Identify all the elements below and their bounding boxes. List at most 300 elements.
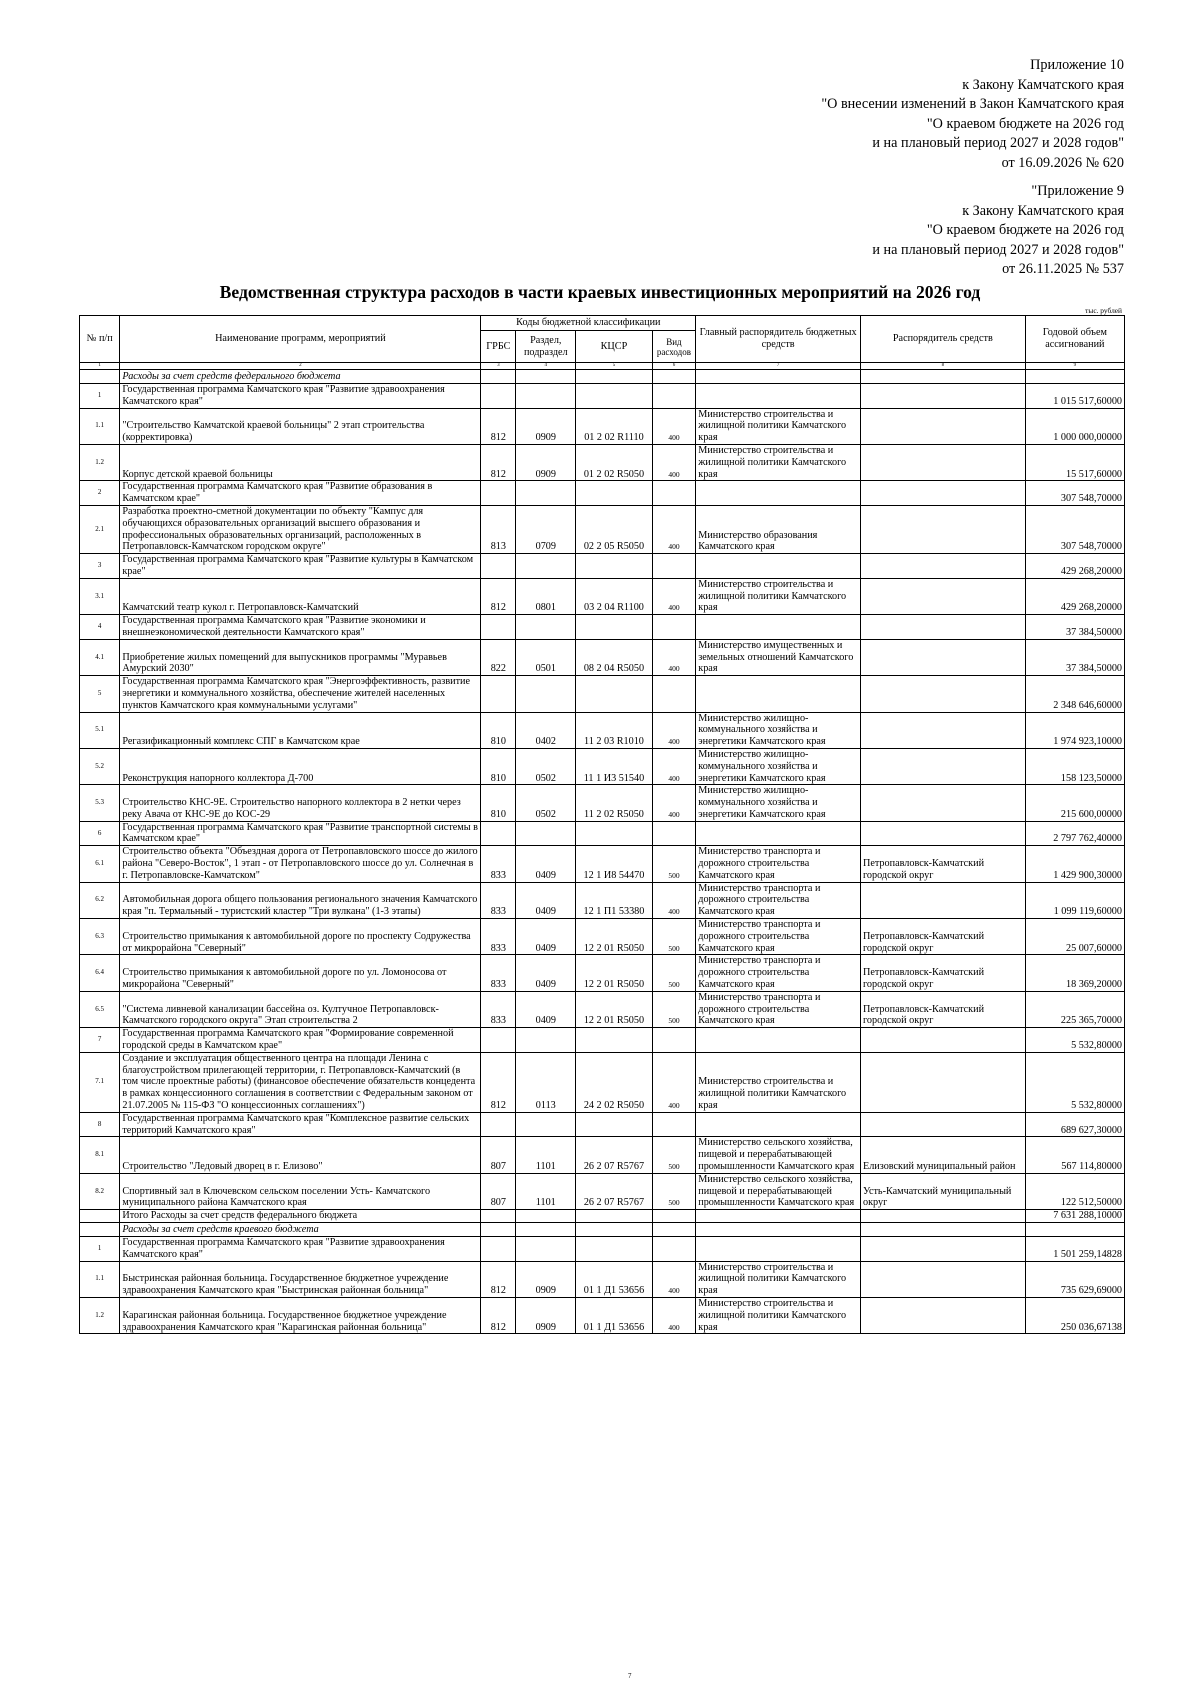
header-line: и на плановый период 2027 и 2028 годов"	[872, 135, 1124, 152]
cell-empty	[516, 821, 576, 846]
col-number: 4	[516, 363, 576, 370]
row-number: 1.2	[80, 444, 120, 480]
row-number: 3.1	[80, 578, 120, 614]
row-number: 6.1	[80, 846, 120, 882]
cell-empty	[696, 821, 861, 846]
header-line: "О краевом бюджете на 2026 год	[926, 115, 1124, 132]
grbs-code: 812	[481, 1297, 516, 1333]
razdel-code: 1101	[516, 1137, 576, 1173]
prog-row	[80, 384, 1125, 409]
grbs-code: 812	[481, 408, 516, 444]
table-row	[80, 505, 1125, 553]
header-line: от 26.11.2025 № 537	[1002, 261, 1124, 278]
program-name: Государственная программа Камчатского края "Развитие образования в Камчатском крае"	[120, 481, 481, 506]
razdel-code: 0409	[516, 955, 576, 991]
cell-empty	[860, 1222, 1025, 1236]
cell-empty	[652, 1236, 696, 1261]
vid-code: 400	[652, 444, 696, 480]
vid-code: 500	[652, 1173, 696, 1209]
grbs-code: 833	[481, 955, 516, 991]
main-manager: Министерство транспорта и дорожного строительства Камчатского края	[696, 919, 861, 955]
cell-empty	[576, 1210, 652, 1223]
unit-note: тыс. рублей	[1085, 306, 1122, 315]
row-number: 8	[80, 1112, 120, 1137]
col-number: 8	[860, 363, 1025, 370]
measure-name: Быстринская районная больница. Государственное бюджетное учреждение здравоохранения Камчатского края "Быстринская районная больница"	[120, 1261, 481, 1297]
appendix-9-header	[872, 182, 1124, 280]
row-number: 2	[80, 481, 120, 506]
vid-code: 500	[652, 919, 696, 955]
vid-code: 400	[652, 578, 696, 614]
manager	[860, 1052, 1025, 1112]
main-manager: Министерство жилищно-коммунального хозяйства и энергетики Камчатского края	[696, 785, 861, 821]
amount: 158 123,50000	[1025, 748, 1124, 784]
prog-row	[80, 1112, 1125, 1137]
header-line: и на плановый период 2027 и 2028 годов"	[872, 241, 1124, 258]
kcsr-code: 03 2 04 R1100	[576, 578, 652, 614]
col-number: 1	[80, 363, 120, 370]
main-manager: Министерство строительства и жилищной политики Камчатского края	[696, 408, 861, 444]
table-row	[80, 748, 1125, 784]
table-row	[80, 919, 1125, 955]
manager	[860, 505, 1025, 553]
kcsr-code: 12 2 01 R5050	[576, 991, 652, 1027]
row-number: 6.2	[80, 882, 120, 918]
cell-empty	[860, 615, 1025, 640]
razdel-code: 0409	[516, 846, 576, 882]
cell-empty	[80, 370, 120, 384]
manager	[860, 882, 1025, 918]
section-title: Расходы за счет средств краевого бюджета	[120, 1222, 481, 1236]
razdel-code: 0113	[516, 1052, 576, 1112]
manager: Петропавловск-Камчатский городской округ	[860, 919, 1025, 955]
table-row	[80, 1137, 1125, 1173]
razdel-code: 0801	[516, 578, 576, 614]
manager: Елизовский муниципальный район	[860, 1137, 1025, 1173]
cell-empty	[481, 1210, 516, 1223]
vid-code: 500	[652, 846, 696, 882]
grbs-code: 810	[481, 785, 516, 821]
vid-code: 500	[652, 991, 696, 1027]
row-number: 1.1	[80, 1261, 120, 1297]
row-number: 4.1	[80, 639, 120, 675]
kcsr-code: 01 1 Д1 53656	[576, 1297, 652, 1333]
measure-name: Создание и эксплуатация общественного центра на площади Ленина с благоустройством прилегающей территории, г. Петропавловск-Камчатский (в том числе проектные работы) (финансовое обеспечение обязательств концедента в рамках концессионного соглашения в соответствии с Федеральным законом от 21.07.2005 № 115-ФЗ "О концессионных соглашениях")	[120, 1052, 481, 1112]
program-amount: 5 532,80000	[1025, 1028, 1124, 1053]
program-name: Государственная программа Камчатского края "Энергоэффективность, развитие энергетики и коммунального хозяйства, обеспечение жителей населенных пунктов Камчатского края коммунальными услугами"	[120, 676, 481, 712]
program-amount: 2 797 762,40000	[1025, 821, 1124, 846]
vid-code: 400	[652, 748, 696, 784]
program-name: Государственная программа Камчатского края "Развитие экономики и внешнеэкономической деятельности Камчатского края"	[120, 615, 481, 640]
kcsr-code: 26 2 07 R5767	[576, 1173, 652, 1209]
row-number: 8.2	[80, 1173, 120, 1209]
col-header-manager: Распорядитель средств	[860, 316, 1025, 363]
amount: 307 548,70000	[1025, 505, 1124, 553]
program-amount: 689 627,30000	[1025, 1112, 1124, 1137]
measure-name: Корпус детской краевой больницы	[120, 444, 481, 480]
cell-empty	[576, 676, 652, 712]
row-number: 5.2	[80, 748, 120, 784]
col-header-grbs: ГРБС	[481, 331, 516, 363]
cell-empty	[652, 1112, 696, 1137]
amount: 215 600,00000	[1025, 785, 1124, 821]
grbs-code: 833	[481, 919, 516, 955]
cell-empty	[696, 370, 861, 384]
program-amount: 1 501 259,14828	[1025, 1236, 1124, 1261]
cell-empty	[516, 370, 576, 384]
amount: 429 268,20000	[1025, 578, 1124, 614]
cell-empty	[696, 1210, 861, 1223]
table-row	[80, 444, 1125, 480]
cell-empty	[481, 615, 516, 640]
kcsr-code: 11 1 И3 51540	[576, 748, 652, 784]
col-header-codes: Коды бюджетной классификации	[481, 316, 696, 331]
row-number: 1	[80, 1236, 120, 1261]
manager: Усть-Камчатский муниципальный округ	[860, 1173, 1025, 1209]
cell-empty	[576, 370, 652, 384]
measure-name: "Система ливневой канализации бассейна оз. Култучное Петропавловск-Камчатского городского округа" Этап строительства 2	[120, 991, 481, 1027]
amount: 1 974 923,10000	[1025, 712, 1124, 748]
cell-empty	[860, 554, 1025, 579]
table-row	[80, 712, 1125, 748]
vid-code: 500	[652, 955, 696, 991]
measure-name: Автомобильная дорога общего пользования регионального значения Камчатского края "п. Термальный - туристский кластер "Три вулкана" (1-3 этапы)	[120, 882, 481, 918]
row-number: 5.1	[80, 712, 120, 748]
cell-empty	[696, 1028, 861, 1053]
measure-name: Спортивный зал в Ключевском сельском поселении Усть- Камчатского муниципального района Камчатского края	[120, 1173, 481, 1209]
cell-empty	[576, 1112, 652, 1137]
row-number: 4	[80, 615, 120, 640]
main-manager: Министерство транспорта и дорожного строительства Камчатского края	[696, 846, 861, 882]
manager	[860, 712, 1025, 748]
kcsr-code: 12 2 01 R5050	[576, 919, 652, 955]
cell-empty	[652, 384, 696, 409]
cell-empty	[696, 384, 861, 409]
table-row	[80, 1173, 1125, 1209]
row-number: 6.4	[80, 955, 120, 991]
row-number: 6	[80, 821, 120, 846]
cell-empty	[576, 1236, 652, 1261]
cell-empty	[516, 1210, 576, 1223]
amount: 1 099 119,60000	[1025, 882, 1124, 918]
cell-empty	[516, 615, 576, 640]
grbs-code: 833	[481, 846, 516, 882]
section-row	[80, 370, 1125, 384]
cell-empty	[481, 821, 516, 846]
row-number: 2.1	[80, 505, 120, 553]
razdel-code: 0909	[516, 408, 576, 444]
kcsr-code: 12 1 П1 53380	[576, 882, 652, 918]
vid-code: 400	[652, 712, 696, 748]
row-number: 1	[80, 384, 120, 409]
cell-empty	[516, 554, 576, 579]
prog-row	[80, 676, 1125, 712]
amount: 735 629,69000	[1025, 1261, 1124, 1297]
razdel-code: 0409	[516, 882, 576, 918]
amount: 5 532,80000	[1025, 1052, 1124, 1112]
kcsr-code: 24 2 02 R5050	[576, 1052, 652, 1112]
measure-name: Строительство объекта "Объездная дорога от Петропавловского шоссе до жилого района "Северо-Восток", 1 этап - от Петропавловского шоссе до ул. Солнечная в г. Петропавловске-Камчатском"	[120, 846, 481, 882]
main-manager: Министерство строительства и жилищной политики Камчатского края	[696, 1261, 861, 1297]
table-row	[80, 991, 1125, 1027]
header-line: "Приложение 9	[1031, 183, 1124, 199]
amount: 1 000 000,00000	[1025, 408, 1124, 444]
col-number: 3	[481, 363, 516, 370]
cell-empty	[576, 384, 652, 409]
cell-empty	[481, 1112, 516, 1137]
cell-empty	[860, 481, 1025, 506]
col-number: 9	[1025, 363, 1124, 370]
table-body	[80, 370, 1125, 1334]
row-number: 7.1	[80, 1052, 120, 1112]
amount: 122 512,50000	[1025, 1173, 1124, 1209]
vid-code: 400	[652, 408, 696, 444]
vid-code: 400	[652, 1052, 696, 1112]
program-name: Государственная программа Камчатского края "Развитие транспортной системы в Камчатском крае"	[120, 821, 481, 846]
measure-name: Карагинская районная больница. Государственное бюджетное учреждение здравоохранения Камчатского края "Карагинская районная больница"	[120, 1297, 481, 1333]
grbs-code: 812	[481, 1261, 516, 1297]
header-line: к Закону Камчатского края	[962, 76, 1124, 93]
grbs-code: 807	[481, 1137, 516, 1173]
row-number: 6.5	[80, 991, 120, 1027]
cell-empty	[860, 1028, 1025, 1053]
grbs-code: 833	[481, 882, 516, 918]
prog-row	[80, 1236, 1125, 1261]
cell-empty	[481, 384, 516, 409]
measure-name: Камчатский театр кукол г. Петропавловск-Камчатский	[120, 578, 481, 614]
razdel-code: 0409	[516, 991, 576, 1027]
program-name: Государственная программа Камчатского края "Комплексное развитие сельских территорий Камчатского края"	[120, 1112, 481, 1137]
amount: 567 114,80000	[1025, 1137, 1124, 1173]
grbs-code: 822	[481, 639, 516, 675]
vid-code: 400	[652, 639, 696, 675]
cell-empty	[696, 1222, 861, 1236]
cell-empty	[481, 1028, 516, 1053]
main-manager: Министерство строительства и жилищной политики Камчатского края	[696, 1052, 861, 1112]
cell-empty	[516, 1222, 576, 1236]
cell-empty	[860, 1112, 1025, 1137]
vid-code: 400	[652, 1297, 696, 1333]
main-manager: Министерство строительства и жилищной политики Камчатского края	[696, 1297, 861, 1333]
table-row	[80, 846, 1125, 882]
appendix-10-header	[821, 56, 1124, 174]
cell-empty	[696, 1236, 861, 1261]
cell-empty	[696, 481, 861, 506]
grbs-code: 812	[481, 444, 516, 480]
header-line: Приложение 10	[1030, 57, 1124, 73]
kcsr-code: 12 2 01 R5050	[576, 955, 652, 991]
cell-empty	[576, 1028, 652, 1053]
kcsr-code: 12 1 И8 54470	[576, 846, 652, 882]
amount: 250 036,67138	[1025, 1297, 1124, 1333]
cell-empty	[576, 821, 652, 846]
grbs-code: 810	[481, 748, 516, 784]
prog-row	[80, 481, 1125, 506]
budget-table	[79, 315, 1125, 1334]
row-number: 8.1	[80, 1137, 120, 1173]
cell-empty	[516, 1236, 576, 1261]
cell-empty	[481, 676, 516, 712]
measure-name: Реконструкция напорного коллектора Д-700	[120, 748, 481, 784]
col-header-volume: Годовой объем ассигнований	[1025, 316, 1124, 363]
program-amount: 429 268,20000	[1025, 554, 1124, 579]
program-name: Государственная программа Камчатского края "Развитие культуры в Камчатском крае"	[120, 554, 481, 579]
amount: 225 365,70000	[1025, 991, 1124, 1027]
grbs-code: 812	[481, 1052, 516, 1112]
amount: 37 384,50000	[1025, 639, 1124, 675]
razdel-code: 0502	[516, 785, 576, 821]
razdel-code: 0709	[516, 505, 576, 553]
kcsr-code: 01 1 Д1 53656	[576, 1261, 652, 1297]
cell-empty	[516, 1028, 576, 1053]
cell-empty	[652, 1028, 696, 1053]
program-name: Государственная программа Камчатского края "Формирование современной городской среды в Камчатском крае"	[120, 1028, 481, 1053]
manager	[860, 1261, 1025, 1297]
kcsr-code: 01 2 02 R5050	[576, 444, 652, 480]
table-row	[80, 1261, 1125, 1297]
measure-name: Регазификационный комплекс СПГ в Камчатском крае	[120, 712, 481, 748]
col-number: 5	[576, 363, 652, 370]
program-name: Государственная программа Камчатского края "Развитие здравоохранения Камчатского края"	[120, 1236, 481, 1261]
measure-name: "Строительство Камчатской краевой больницы" 2 этап строительства (корректировка)	[120, 408, 481, 444]
col-number: 2	[120, 363, 481, 370]
cell-empty	[80, 1222, 120, 1236]
program-amount: 37 384,50000	[1025, 615, 1124, 640]
amount: 1 429 900,30000	[1025, 846, 1124, 882]
cell-empty	[696, 615, 861, 640]
manager	[860, 408, 1025, 444]
razdel-code: 1101	[516, 1173, 576, 1209]
row-number: 7	[80, 1028, 120, 1053]
razdel-code: 0409	[516, 919, 576, 955]
cell-empty	[860, 821, 1025, 846]
cell-empty	[1025, 370, 1124, 384]
cell-empty	[481, 481, 516, 506]
cell-empty	[652, 821, 696, 846]
vid-code: 400	[652, 785, 696, 821]
prog-row	[80, 615, 1125, 640]
razdel-code: 0501	[516, 639, 576, 675]
row-number: 1.2	[80, 1297, 120, 1333]
main-manager: Министерство транспорта и дорожного строительства Камчатского края	[696, 955, 861, 991]
manager	[860, 785, 1025, 821]
cell-empty	[516, 481, 576, 506]
vid-code: 400	[652, 1261, 696, 1297]
total-row	[80, 1210, 1125, 1223]
main-manager: Министерство жилищно-коммунального хозяйства и энергетики Камчатского края	[696, 712, 861, 748]
measure-name: Приобретение жилых помещений для выпускников программы "Муравьев Амурский 2030"	[120, 639, 481, 675]
manager	[860, 1297, 1025, 1333]
header-line: "О внесении изменений в Закон Камчатского края	[821, 96, 1124, 113]
cell-empty	[860, 384, 1025, 409]
row-number: 5.3	[80, 785, 120, 821]
razdel-code: 0909	[516, 1297, 576, 1333]
table-row	[80, 955, 1125, 991]
table-row	[80, 639, 1125, 675]
cell-empty	[860, 1210, 1025, 1223]
kcsr-code: 01 2 02 R1110	[576, 408, 652, 444]
manager	[860, 578, 1025, 614]
main-manager: Министерство сельского хозяйства, пищевой и перерабатывающей промышленности Камчатского края	[696, 1173, 861, 1209]
cell-empty	[516, 676, 576, 712]
manager: Петропавловск-Камчатский городской округ	[860, 846, 1025, 882]
program-amount: 307 548,70000	[1025, 481, 1124, 506]
razdel-code: 0909	[516, 1261, 576, 1297]
manager	[860, 639, 1025, 675]
cell-empty	[696, 1112, 861, 1137]
program-name: Государственная программа Камчатского края "Развитие здравоохранения Камчатского края"	[120, 384, 481, 409]
document-title: Ведомственная структура расходов в части краевых инвестиционных мероприятий на 2026 год	[219, 282, 981, 302]
grbs-code: 833	[481, 991, 516, 1027]
table-row	[80, 882, 1125, 918]
prog-row	[80, 821, 1125, 846]
row-number: 6.3	[80, 919, 120, 955]
col-header-vid: Вид расходов	[652, 331, 696, 363]
col-header-name: Наименование программ, мероприятий	[120, 316, 481, 363]
page-number: 7	[628, 1672, 632, 1680]
program-amount: 1 015 517,60000	[1025, 384, 1124, 409]
kcsr-code: 11 2 03 R1010	[576, 712, 652, 748]
prog-row	[80, 554, 1125, 579]
measure-name: Разработка проектно-сметной документации по объекту "Кампус для обучающихся образовательных организаций высшего образования и профессиональных образовательных организаций, расположенных в Петропавловск-Камчатском городском округе"	[120, 505, 481, 553]
kcsr-code: 02 2 05 R5050	[576, 505, 652, 553]
section-title: Расходы за счет средств федерального бюджета	[120, 370, 481, 384]
main-manager: Министерство образования Камчатского края	[696, 505, 861, 553]
cell-empty	[576, 554, 652, 579]
kcsr-code: 08 2 04 R5050	[576, 639, 652, 675]
col-number: 7	[696, 363, 861, 370]
amount: 18 369,20000	[1025, 955, 1124, 991]
cell-empty	[860, 370, 1025, 384]
table-row	[80, 408, 1125, 444]
measure-name: Строительство примыкания к автомобильной дороге по проспекту Содружества от микрорайона "Северный"	[120, 919, 481, 955]
row-number: 5	[80, 676, 120, 712]
col-header-main-manager: Главный распорядитель бюджетных средств	[696, 316, 861, 363]
main-manager: Министерство строительства и жилищной политики Камчатского края	[696, 444, 861, 480]
header-line: "О краевом бюджете на 2026 год	[926, 222, 1124, 239]
cell-empty	[516, 1112, 576, 1137]
cell-empty	[860, 676, 1025, 712]
section-row	[80, 1222, 1125, 1236]
cell-empty	[576, 615, 652, 640]
cell-empty	[652, 554, 696, 579]
cell-empty	[481, 1222, 516, 1236]
cell-empty	[481, 1236, 516, 1261]
amount: 25 007,60000	[1025, 919, 1124, 955]
table-row	[80, 578, 1125, 614]
kcsr-code: 26 2 07 R5767	[576, 1137, 652, 1173]
amount: 15 517,60000	[1025, 444, 1124, 480]
measure-name: Строительство КНС-9Е. Строительство напорного коллектора в 2 нетки через реку Авача от КНС-9Е до КОС-29	[120, 785, 481, 821]
cell-empty	[1025, 1222, 1124, 1236]
main-manager: Министерство строительства и жилищной политики Камчатского края	[696, 578, 861, 614]
col-header-kcsr: КЦСР	[576, 331, 652, 363]
cell-empty	[652, 676, 696, 712]
cell-empty	[860, 1236, 1025, 1261]
razdel-code: 0909	[516, 444, 576, 480]
cell-empty	[80, 1210, 120, 1223]
cell-empty	[576, 1222, 652, 1236]
measure-name: Строительство "Ледовый дворец в г. Елизово"	[120, 1137, 481, 1173]
measure-name: Строительство примыкания к автомобильной дороге по ул. Ломоносова от микрорайона "Северный"	[120, 955, 481, 991]
column-number-row	[80, 363, 1125, 370]
main-manager: Министерство транспорта и дорожного строительства Камчатского края	[696, 991, 861, 1027]
program-amount: 2 348 646,60000	[1025, 676, 1124, 712]
manager	[860, 748, 1025, 784]
cell-empty	[576, 481, 652, 506]
table-row	[80, 785, 1125, 821]
cell-empty	[481, 554, 516, 579]
